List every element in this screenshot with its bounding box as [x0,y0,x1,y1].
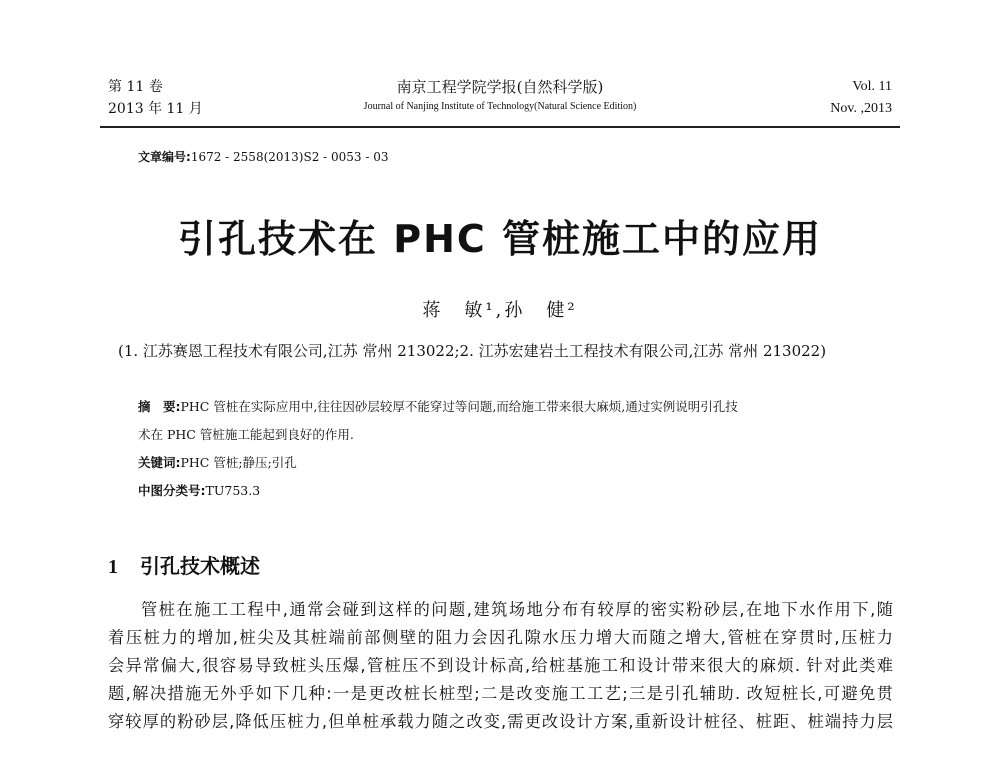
body-line: 着压桩力的增加,桩尖及其桩端前部侧壁的阻力会因孔隙水压力增大而随之增大,管桩在穿贯时,压桩力 [108,628,893,647]
volume-cn: 第 11 卷 [108,79,163,95]
paper-title: 引孔技术在 PHC 管桩施工中的应用 [177,217,822,261]
keywords-value: PHC 管桩;静压;引孔 [180,455,297,470]
abstract-line: 术在 PHC 管桩施工能起到良好的作用. [138,427,354,442]
header-right [830,76,892,120]
body-line: 会异常偏大,很容易导致桩头压爆,管桩压不到设计标高,给桩基施工和设计带来很大的麻烦. 针对此类难 [108,656,893,675]
article-number-label: 文章编号: [138,150,191,164]
date-cn: 2013 年 11 月 [108,101,203,117]
section-heading [108,550,260,579]
body-text [108,596,893,736]
journal-title-en: Journal of Nanjing Institute of Technology(Natural Science Edition) [363,101,637,112]
keywords [138,449,738,477]
body-line: 穿较厚的粉砂层,降低压桩力,但单桩承载力随之改变,需更改设计方案,重新设计桩径、桩距、桩端持力层 [108,712,893,731]
abstract-label: 摘 要: [138,399,181,414]
classification-value: TU753.3 [205,483,261,498]
header-rule [100,126,900,128]
classification [138,477,738,505]
abstract-text: PHC 管桩在实际应用中,往往因砂层较厚不能穿过等问题,而给施工带来很大麻烦,通过实例说明引孔技 [180,399,738,414]
journal-title-cn: 南京工程学院学报(自然科学版) [396,78,604,96]
date-en: Nov. ,2013 [830,101,892,116]
article-number-value: 1672 - 2558(2013)S2 - 0053 - 03 [190,150,389,164]
section-number: 1 [108,556,118,578]
abstract-line [138,393,738,421]
classification-label: 中图分类号: [138,483,206,498]
keywords-label: 关键词: [138,455,181,470]
volume-en: Vol. 11 [852,79,892,94]
section-title: 引孔技术概述 [140,554,260,578]
authors: 蒋 敏¹,孙 健² [422,300,578,321]
body-line: 管桩在施工工程中,通常会碰到这样的问题,建筑场地分布有较厚的密实粉砂层,在地下水作用下,随 [141,600,893,619]
abstract-block [138,393,738,505]
article-number [138,148,389,165]
affiliations: (1. 江苏赛恩工程技术有限公司,江苏 常州 213022;2. 江苏宏建岩土工程技术有限公司,江苏 常州 213022) [118,342,827,360]
body-line: 题,解决措施无外乎如下几种:一是更改桩长桩型;二是改变施工工艺;三是引孔辅助. 改短桩长,可避免贯 [108,684,893,703]
